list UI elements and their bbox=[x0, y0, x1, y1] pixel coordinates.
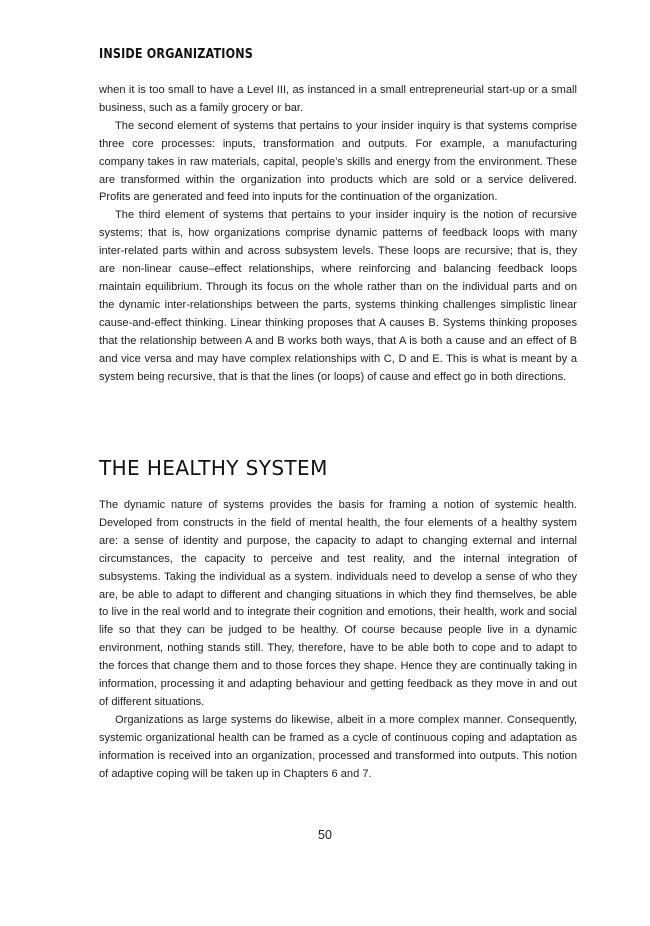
section-text-block bbox=[99, 497, 577, 784]
paragraph-third-element: The third element of systems that pertains to your insider inquiry is the notion of recursive systems; that is, how organizations comprise dynamic patterns of feedback loops with many inter-related parts within and across subsystem levels. These loops are recursive; that is, they are non-linear cause–effect relationships, where reinforcing and balancing feedback loops maintain equilibrium. Through its focus on the whole rather than on the individual parts and on the dynamic inter-relationships between the parts, systems thinking challenges simplistic linear cause-and-effect thinking. Linear thinking proposes that A causes B. Systems thinking proposes that the relationship between A and B works both ways, that A is both a cause and an effect of B and vice versa and may have complex relationships with C, D and E. This is what is meant by a system being recursive, that is that the lines (or loops) of cause and effect go in both directions. bbox=[99, 209, 577, 383]
intro-text-block bbox=[99, 82, 577, 386]
section-heading: THE HEALTHY SYSTEM bbox=[99, 456, 328, 480]
page-number: 50 bbox=[318, 828, 332, 842]
paragraph-healthy-system: The dynamic nature of systems provides the basis for framing a notion of systemic health. Developed from constructs in the field of mental health, the four elements of a healthy system are: a sense of identity and purpose, the capacity to adapt to changing external and internal circumstances, the capacity to perceive and test reality, and the internal integration of subsystems. Taking the individual as a system. individuals need to develop a sense of who they are, be able to adapt to different and changing situations in which they find themselves, be able to live in the real world and to integrate their cognition and emotions, their health, work and social life so that they can be judged to be healthy. Of course because people live in a dynamic environment, nothing stands still. They, therefore, have to be able both to cope and to adapt to the forces that change them and to those forces they shape. Hence they are continually taking in information, processing it and adapting behaviour and getting feedback as they move in and out of different situations. bbox=[99, 499, 577, 708]
paragraph-organizations: Organizations as large systems do likewise, albeit in a more complex manner. Consequently, systemic organizational health can be framed as a cycle of continuous coping and adaptation as information is received into an organization, processed and transformed into outputs. This notion of adaptive coping will be taken up in Chapters 6 and 7. bbox=[99, 713, 577, 780]
running-head: INSIDE ORGANIZATIONS bbox=[99, 47, 254, 62]
paragraph-continuation: when it is too small to have a Level III, as instanced in a small entrepreneurial start-up or a small business, such as a family grocery or bar. bbox=[99, 84, 577, 114]
paragraph-second-element: The second element of systems that pertains to your insider inquiry is that systems comprise three core processes: inputs, transformation and outputs. For example, a manufacturing company takes in raw materials, capital, people’s skills and energy from the environment. These are transformed within the organization into products which are sold or a service delivered. Profits are generated and feed into inputs for the continuation of the organization. bbox=[99, 119, 577, 204]
